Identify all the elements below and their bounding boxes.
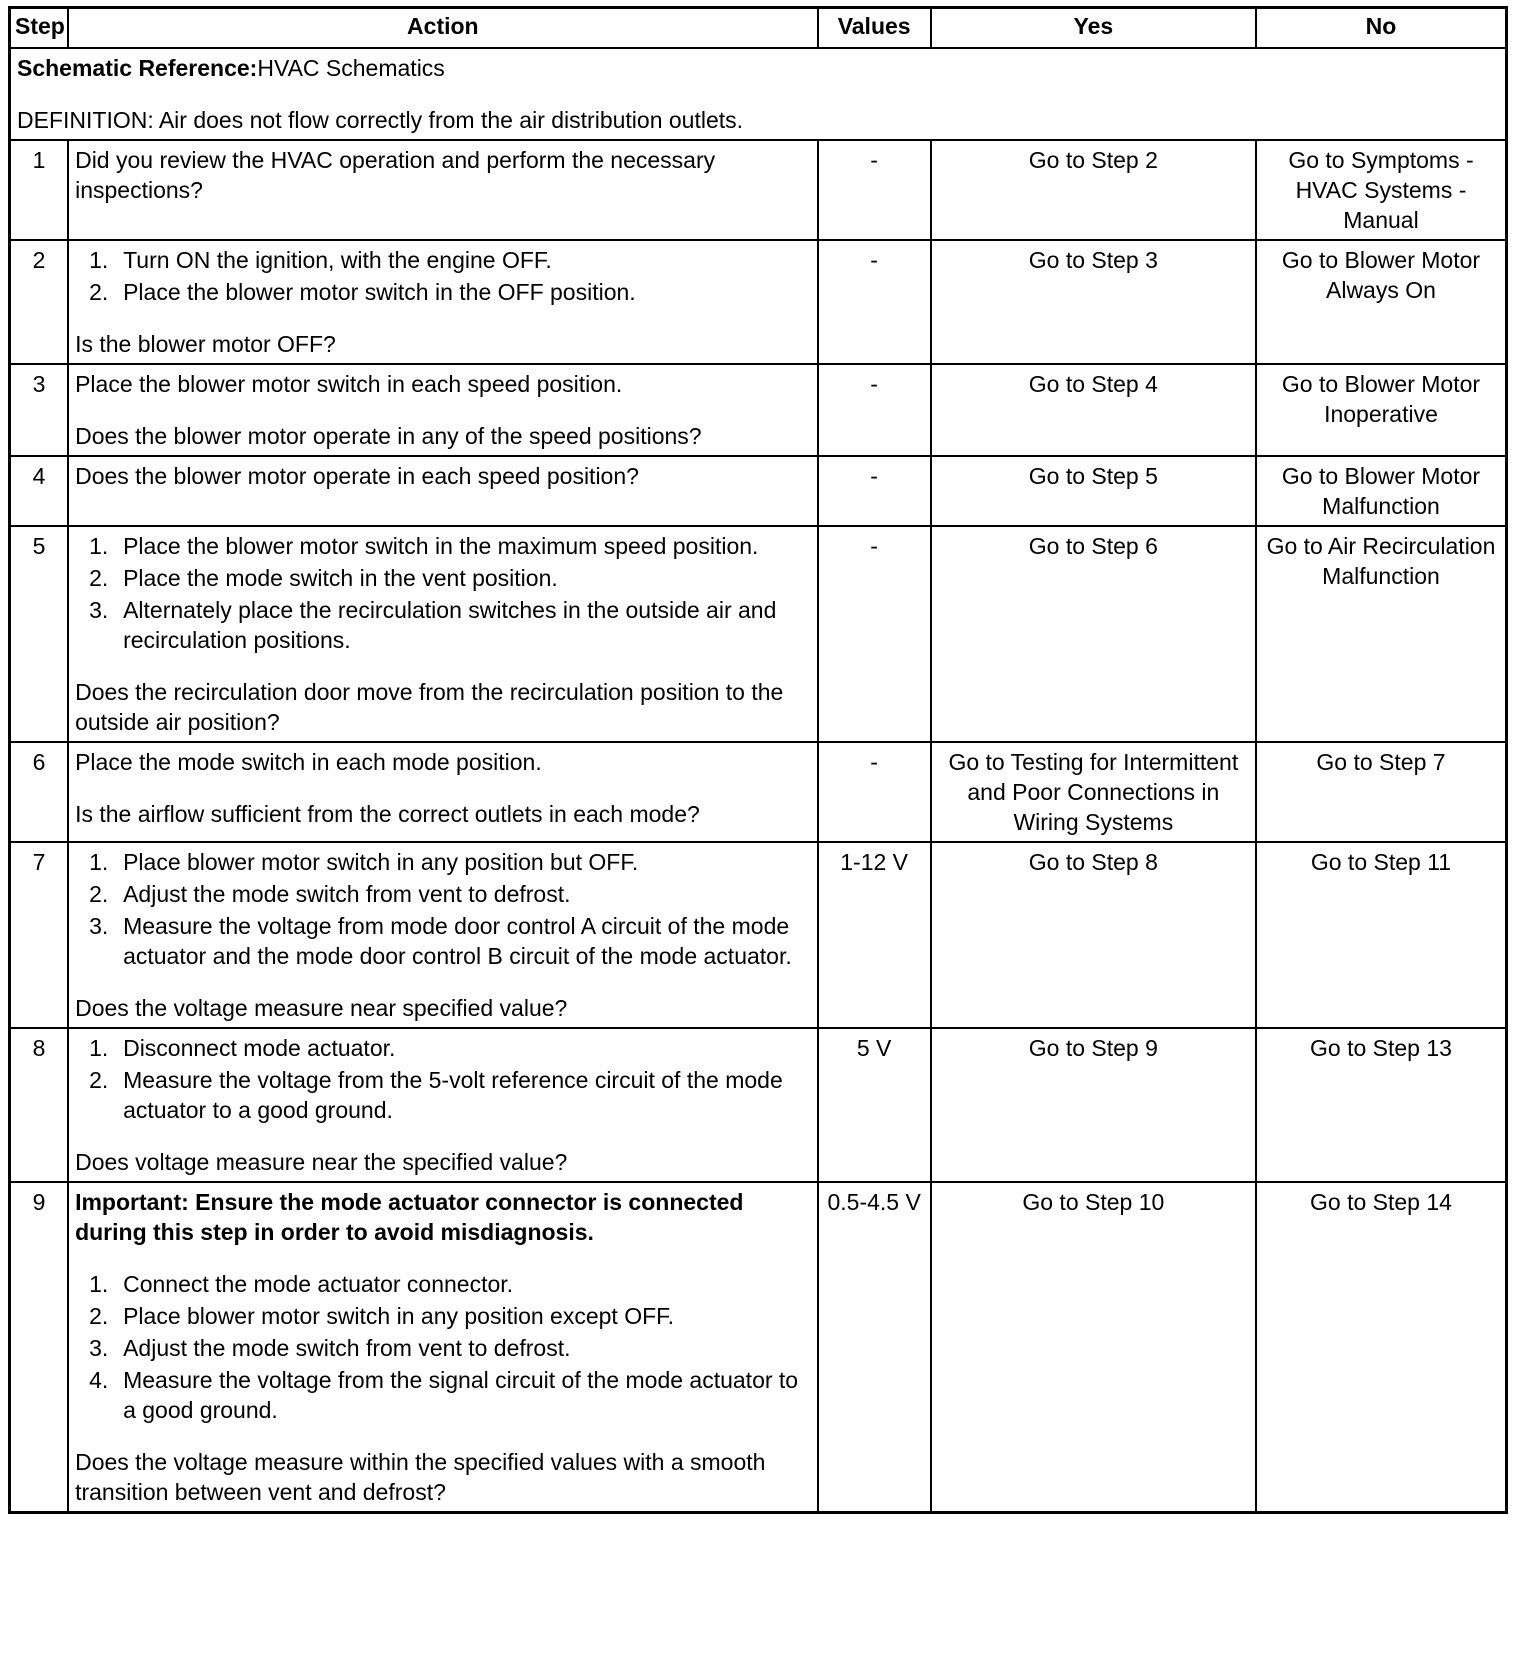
list-number: 1.: [89, 533, 109, 559]
table-row: [10, 1182, 1507, 1513]
action-list: [75, 531, 811, 655]
list-number: 1.: [89, 1035, 109, 1061]
list-item-text: Measure the voltage from mode door control A circuit of the mode actuator and the mode door control B circuit of the mode actuator.: [123, 913, 792, 969]
list-item: [75, 531, 811, 561]
yes-cell: Go to Step 4: [931, 364, 1256, 456]
no-cell: Go to Blower Motor Malfunction: [1256, 456, 1507, 526]
list-item: [75, 847, 811, 877]
value-cell: -: [818, 742, 931, 842]
diagnostic-table-container: [8, 6, 1508, 1514]
list-number: 1.: [89, 1271, 109, 1297]
diagnostic-table: [8, 6, 1508, 1514]
step-number: 8: [10, 1028, 69, 1182]
list-item-text: Place blower motor switch in any position except OFF.: [123, 1303, 675, 1329]
action-text: Place the mode switch in each mode position.: [75, 749, 542, 775]
yes-cell: Go to Step 8: [931, 842, 1256, 1028]
no-cell: Go to Step 11: [1256, 842, 1507, 1028]
list-number: 2.: [89, 1067, 109, 1093]
no-cell: Go to Air Recirculation Malfunction: [1256, 526, 1507, 742]
action-cell: [68, 842, 818, 1028]
action-question: Is the airflow sufficient from the correct outlets in each mode?: [75, 801, 700, 827]
step-number: 7: [10, 842, 69, 1028]
list-number: 1.: [89, 849, 109, 875]
yes-cell: Go to Step 2: [931, 140, 1256, 240]
table-header-row: [10, 8, 1507, 49]
no-cell: Go to Symptoms - HVAC Systems - Manual: [1256, 140, 1507, 240]
yes-cell: Go to Step 5: [931, 456, 1256, 526]
value-cell: -: [818, 140, 931, 240]
schematic-value: HVAC Schematics: [257, 55, 445, 81]
action-text: Place the blower motor switch in each speed position.: [75, 371, 623, 397]
table-row: [10, 456, 1507, 526]
yes-cell: Go to Testing for Intermittent and Poor Connections in Wiring Systems: [931, 742, 1256, 842]
list-item: [75, 1269, 811, 1299]
table-row: [10, 842, 1507, 1028]
list-item: [75, 277, 811, 307]
action-list: [75, 1269, 811, 1425]
step-number: 2: [10, 240, 69, 364]
list-number: 2.: [89, 279, 109, 305]
list-item-text: Adjust the mode switch from vent to defrost.: [123, 1335, 571, 1361]
list-number: 3.: [89, 1335, 109, 1361]
step-number: 9: [10, 1182, 69, 1513]
table-row: [10, 742, 1507, 842]
step-number: 4: [10, 456, 69, 526]
header-action: Action: [68, 8, 818, 49]
value-cell: -: [818, 240, 931, 364]
header-no: No: [1256, 8, 1507, 49]
list-item-text: Alternately place the recirculation switches in the outside air and recirculation positions.: [123, 597, 777, 653]
no-cell: Go to Step 14: [1256, 1182, 1507, 1513]
list-number: 1.: [89, 247, 109, 273]
list-item-text: Turn ON the ignition, with the engine OFF.: [123, 247, 552, 273]
list-item-text: Measure the voltage from the signal circuit of the mode actuator to a good ground.: [123, 1367, 799, 1423]
table-row: [10, 1028, 1507, 1182]
table-row: [10, 140, 1507, 240]
important-note: Important: Ensure the mode actuator connector is connected during this step in order to avoid misdiagnosis.: [75, 1189, 744, 1245]
list-number: 4.: [89, 1367, 109, 1393]
yes-cell: Go to Step 10: [931, 1182, 1256, 1513]
no-cell: Go to Step 13: [1256, 1028, 1507, 1182]
list-item: [75, 595, 811, 655]
action-list: [75, 1033, 811, 1125]
action-question: Does the blower motor operate in any of the speed positions?: [75, 423, 702, 449]
value-cell: 1-12 V: [818, 842, 931, 1028]
yes-cell: Go to Step 6: [931, 526, 1256, 742]
header-values: Values: [818, 8, 931, 49]
value-cell: -: [818, 456, 931, 526]
list-item: [75, 1333, 811, 1363]
list-number: 3.: [89, 597, 109, 623]
schematic-reference: [17, 53, 1499, 83]
list-item-text: Disconnect mode actuator.: [123, 1035, 396, 1061]
action-question: Does the voltage measure near specified value?: [75, 995, 568, 1021]
action-cell: [68, 140, 818, 240]
definition-text: DEFINITION: Air does not flow correctly from the air distribution outlets.: [17, 107, 744, 133]
intro-cell: [10, 48, 1507, 140]
action-cell: [68, 240, 818, 364]
action-cell: [68, 526, 818, 742]
list-item-text: Measure the voltage from the 5-volt reference circuit of the mode actuator to a good ground.: [123, 1067, 783, 1123]
action-cell: [68, 364, 818, 456]
list-item: [75, 245, 811, 275]
list-item: [75, 1033, 811, 1063]
action-cell: [68, 1028, 818, 1182]
list-number: 2.: [89, 1303, 109, 1329]
yes-cell: Go to Step 9: [931, 1028, 1256, 1182]
no-cell: Go to Blower Motor Inoperative: [1256, 364, 1507, 456]
table-row: [10, 364, 1507, 456]
list-item: [75, 879, 811, 909]
action-text: Does the blower motor operate in each speed position?: [75, 463, 639, 489]
action-question: Does voltage measure near the specified value?: [75, 1149, 568, 1175]
action-list: [75, 245, 811, 307]
list-item: [75, 563, 811, 593]
action-question: Does the recirculation door move from the recirculation position to the outside air position?: [75, 679, 784, 735]
value-cell: 5 V: [818, 1028, 931, 1182]
yes-cell: Go to Step 3: [931, 240, 1256, 364]
step-number: 5: [10, 526, 69, 742]
value-cell: 0.5-4.5 V: [818, 1182, 931, 1513]
step-number: 1: [10, 140, 69, 240]
no-cell: Go to Blower Motor Always On: [1256, 240, 1507, 364]
list-item-text: Place blower motor switch in any position but OFF.: [123, 849, 639, 875]
action-question: Does the voltage measure within the specified values with a smooth transition between vent and defrost?: [75, 1449, 766, 1505]
header-step: Step: [10, 8, 69, 49]
action-cell: [68, 456, 818, 526]
list-item: [75, 1065, 811, 1125]
action-question: Is the blower motor OFF?: [75, 331, 336, 357]
action-text: Did you review the HVAC operation and perform the necessary inspections?: [75, 147, 716, 203]
list-item-text: Place the blower motor switch in the maximum speed position.: [123, 533, 759, 559]
action-cell: [68, 742, 818, 842]
list-item: [75, 911, 811, 971]
value-cell: -: [818, 526, 931, 742]
list-item-text: Adjust the mode switch from vent to defrost.: [123, 881, 571, 907]
header-yes: Yes: [931, 8, 1256, 49]
list-item-text: Connect the mode actuator connector.: [123, 1271, 514, 1297]
value-cell: -: [818, 364, 931, 456]
list-number: 2.: [89, 565, 109, 591]
list-item-text: Place the mode switch in the vent position.: [123, 565, 558, 591]
list-item: [75, 1365, 811, 1425]
list-item: [75, 1301, 811, 1331]
list-number: 3.: [89, 913, 109, 939]
table-row: [10, 526, 1507, 742]
schematic-label: Schematic Reference:: [17, 55, 258, 81]
intro-row: [10, 48, 1507, 140]
action-list: [75, 847, 811, 971]
step-number: 6: [10, 742, 69, 842]
step-number: 3: [10, 364, 69, 456]
no-cell: Go to Step 7: [1256, 742, 1507, 842]
table-row: [10, 240, 1507, 364]
list-item-text: Place the blower motor switch in the OFF position.: [123, 279, 636, 305]
list-number: 2.: [89, 881, 109, 907]
action-cell: [68, 1182, 818, 1513]
